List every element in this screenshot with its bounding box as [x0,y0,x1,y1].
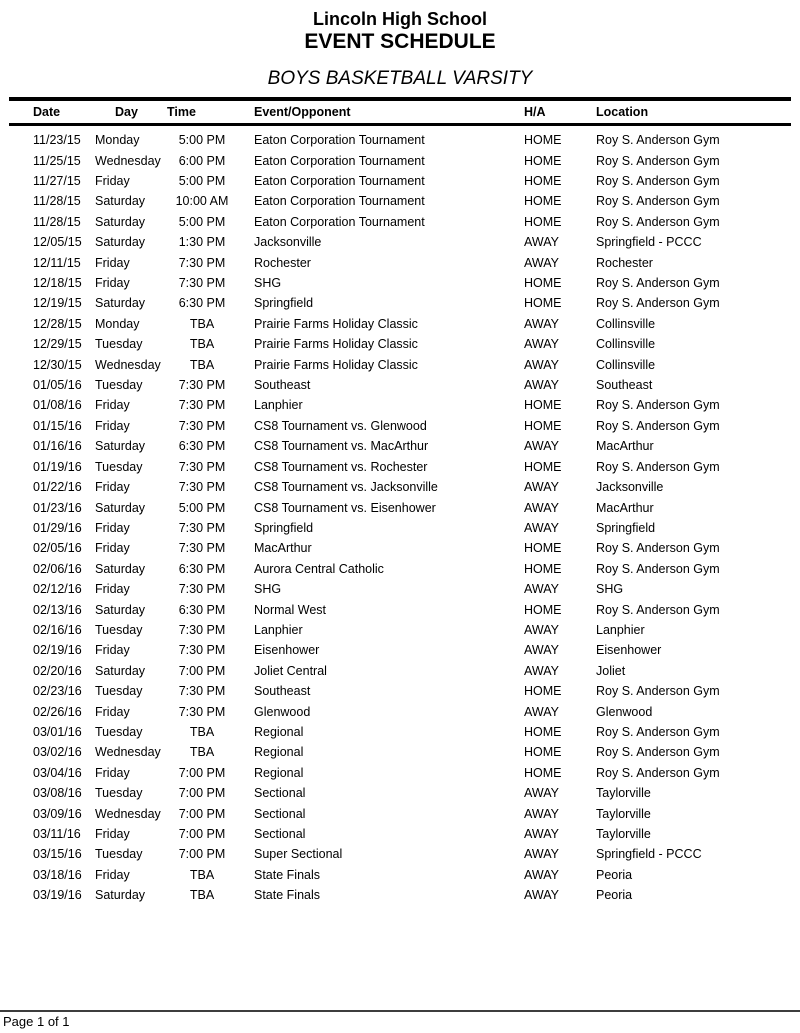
cell-day: Friday [95,643,130,658]
cell-day: Tuesday [95,684,143,699]
cell-home-away: AWAY [524,786,559,801]
cell-event-opponent: Sectional [254,786,306,801]
cell-date: 11/25/15 [33,153,81,168]
table-row [0,661,800,681]
cell-time: 7:00 PM [178,786,226,801]
cell-time: TBA [189,357,215,372]
cell-day: Friday [95,480,130,495]
table-row [0,701,800,721]
cell-date: 01/19/16 [33,459,82,474]
table-header-row [0,101,800,123]
cell-time: TBA [189,867,215,882]
cell-event-opponent: SHG [254,276,282,291]
cell-location: Roy S. Anderson Gym [596,398,720,413]
cell-home-away: AWAY [524,582,559,597]
cell-time: 7:30 PM [178,643,226,658]
cell-date: 12/30/15 [33,357,82,372]
cell-time: 7:30 PM [178,418,226,433]
cell-time: 6:30 PM [178,561,226,576]
cell-time: TBA [189,888,215,903]
cell-home-away: HOME [524,418,562,433]
cell-event-opponent: Eaton Corporation Tournament [254,174,425,189]
cell-event-opponent: CS8 Tournament vs. Rochester [254,459,428,474]
cell-location: Taylorville [596,786,651,801]
cell-date: 02/13/16 [33,602,82,617]
cell-home-away: AWAY [524,480,559,495]
table-row [0,457,800,477]
cell-date: 12/11/15 [33,255,81,270]
cell-date: 02/23/16 [33,684,82,699]
table-row [0,130,800,150]
cell-event-opponent: Regional [254,724,304,739]
cell-day: Tuesday [95,622,143,637]
cell-home-away: AWAY [524,888,559,903]
table-row [0,252,800,272]
cell-location: Roy S. Anderson Gym [596,133,720,148]
cell-location: MacArthur [596,500,654,515]
cell-date: 03/11/16 [33,827,81,842]
cell-date: 01/22/16 [33,480,82,495]
cell-location: Roy S. Anderson Gym [596,541,720,556]
cell-home-away: HOME [524,724,562,739]
cell-day: Monday [95,316,140,331]
cell-location: Southeast [596,378,653,393]
column-header-day: Day [115,105,138,119]
cell-day: Saturday [95,296,146,311]
cell-day: Tuesday [95,724,143,739]
cell-location: Roy S. Anderson Gym [596,276,720,291]
column-header-time: Time [167,105,196,119]
table-row [0,865,800,885]
cell-event-opponent: Sectional [254,827,306,842]
cell-home-away: HOME [524,276,562,291]
cell-time: 7:00 PM [178,806,226,821]
cell-time: 7:00 PM [178,663,226,678]
schedule-rows [0,130,800,905]
cell-location: Roy S. Anderson Gym [596,684,720,699]
cell-event-opponent: Eaton Corporation Tournament [254,153,425,168]
cell-event-opponent: CS8 Tournament vs. Eisenhower [254,500,436,515]
cell-home-away: AWAY [524,663,559,678]
table-row [0,579,800,599]
cell-date: 12/18/15 [33,276,82,291]
cell-day: Wednesday [95,745,161,760]
cell-date: 02/16/16 [33,622,82,637]
cell-home-away: AWAY [524,827,559,842]
cell-home-away: AWAY [524,500,559,515]
cell-date: 02/12/16 [33,582,82,597]
cell-location: Springfield [596,520,656,535]
cell-home-away: HOME [524,174,562,189]
cell-day: Saturday [95,439,146,454]
cell-event-opponent: Lanphier [254,398,303,413]
cell-date: 12/28/15 [33,316,82,331]
table-row [0,314,800,334]
cell-time: TBA [189,724,215,739]
table-row [0,681,800,701]
cell-date: 03/09/16 [33,806,82,821]
cell-time: 1:30 PM [178,235,226,250]
cell-event-opponent: Eisenhower [254,643,320,658]
cell-event-opponent: CS8 Tournament vs. Jacksonville [254,480,438,495]
table-row [0,375,800,395]
cell-time: 7:30 PM [178,704,226,719]
table-row [0,334,800,354]
cell-time: TBA [189,745,215,760]
cell-day: Friday [95,174,130,189]
cell-event-opponent: Sectional [254,806,306,821]
cell-home-away: HOME [524,214,562,229]
cell-location: Roy S. Anderson Gym [596,724,720,739]
cell-date: 02/19/16 [33,643,82,658]
cell-time: 7:30 PM [178,378,226,393]
cell-home-away: HOME [524,745,562,760]
cell-day: Saturday [95,602,146,617]
cell-time: 7:30 PM [178,622,226,637]
cell-day: Friday [95,520,130,535]
cell-time: 7:30 PM [178,255,226,270]
table-row [0,803,800,823]
cell-event-opponent: MacArthur [254,541,312,556]
cell-day: Wednesday [95,806,161,821]
cell-date: 02/06/16 [33,561,82,576]
cell-event-opponent: Joliet Central [254,663,327,678]
cell-event-opponent: CS8 Tournament vs. MacArthur [254,439,429,454]
team-subtitle: BOYS BASKETBALL VARSITY [267,68,533,89]
column-header-event-opponent: Event/Opponent [254,105,351,119]
cell-date: 12/29/15 [33,337,82,352]
cell-day: Tuesday [95,847,143,862]
cell-event-opponent: Prairie Farms Holiday Classic [254,337,418,352]
cell-date: 03/02/16 [33,745,82,760]
cell-day: Wednesday [95,153,161,168]
cell-event-opponent: Prairie Farms Holiday Classic [254,357,418,372]
column-header-location: Location [596,105,649,119]
cell-event-opponent: Super Sectional [254,847,343,862]
cell-home-away: AWAY [524,378,559,393]
cell-location: Roy S. Anderson Gym [596,459,720,474]
table-header-bottom-rule [9,123,791,126]
cell-location: Rochester [596,255,653,270]
cell-location: Roy S. Anderson Gym [596,561,720,576]
cell-location: Collinsville [596,316,656,331]
column-header-home-away: H/A [524,105,546,119]
cell-home-away: AWAY [524,704,559,719]
cell-day: Friday [95,582,130,597]
cell-location: Collinsville [596,337,656,352]
cell-time: 7:30 PM [178,276,226,291]
cell-day: Saturday [95,561,146,576]
cell-time: 7:30 PM [178,398,226,413]
cell-location: Joliet [596,663,626,678]
cell-time: TBA [189,316,215,331]
cell-day: Friday [95,398,130,413]
cell-home-away: AWAY [524,316,559,331]
cell-date: 01/23/16 [33,500,82,515]
cell-event-opponent: State Finals [254,888,321,903]
cell-day: Saturday [95,194,146,209]
cell-day: Friday [95,827,130,842]
cell-day: Saturday [95,888,146,903]
table-row [0,232,800,252]
cell-event-opponent: Aurora Central Catholic [254,561,384,576]
cell-date: 03/04/16 [33,765,82,780]
cell-location: Peoria [596,888,633,903]
cell-time: 7:00 PM [178,827,226,842]
cell-location: Jacksonville [596,480,664,495]
cell-time: TBA [189,337,215,352]
cell-day: Saturday [95,214,146,229]
cell-event-opponent: Eaton Corporation Tournament [254,194,425,209]
cell-location: Roy S. Anderson Gym [596,214,720,229]
cell-location: MacArthur [596,439,654,454]
table-row [0,559,800,579]
cell-location: Peoria [596,867,633,882]
cell-time: 5:00 PM [178,214,226,229]
cell-time: 7:30 PM [178,480,226,495]
cell-location: Springfield - PCCC [596,235,702,250]
cell-day: Saturday [95,500,146,515]
cell-time: 6:30 PM [178,602,226,617]
cell-time: 5:00 PM [178,133,226,148]
cell-location: Springfield - PCCC [596,847,702,862]
cell-event-opponent: Prairie Farms Holiday Classic [254,316,418,331]
table-row [0,620,800,640]
cell-date: 11/27/15 [33,174,81,189]
table-row [0,844,800,864]
table-row [0,171,800,191]
cell-day: Tuesday [95,337,143,352]
cell-location: Roy S. Anderson Gym [596,194,720,209]
cell-home-away: HOME [524,684,562,699]
cell-location: Roy S. Anderson Gym [596,296,720,311]
document-header [0,0,800,90]
cell-date: 12/19/15 [33,296,82,311]
table-row [0,599,800,619]
table-row [0,150,800,170]
table-row [0,354,800,374]
cell-date: 01/08/16 [33,398,82,413]
cell-time: 7:30 PM [178,459,226,474]
school-name: Lincoln High School [313,9,487,29]
cell-date: 01/15/16 [33,418,82,433]
table-row [0,191,800,211]
cell-time: 7:00 PM [178,847,226,862]
table-row [0,273,800,293]
cell-event-opponent: Springfield [254,520,314,535]
cell-date: 03/18/16 [33,867,82,882]
cell-event-opponent: Regional [254,765,304,780]
cell-home-away: AWAY [524,337,559,352]
cell-date: 03/08/16 [33,786,82,801]
table-row [0,436,800,456]
cell-home-away: HOME [524,765,562,780]
cell-home-away: AWAY [524,439,559,454]
cell-day: Wednesday [95,357,161,372]
cell-location: SHG [596,582,624,597]
table-row [0,783,800,803]
cell-date: 02/26/16 [33,704,82,719]
cell-time: 7:30 PM [178,541,226,556]
cell-event-opponent: Springfield [254,296,314,311]
cell-home-away: AWAY [524,867,559,882]
cell-event-opponent: Eaton Corporation Tournament [254,133,425,148]
cell-time: 7:30 PM [178,582,226,597]
cell-time: 6:00 PM [178,153,226,168]
cell-home-away: AWAY [524,520,559,535]
cell-event-opponent: CS8 Tournament vs. Glenwood [254,418,427,433]
cell-day: Saturday [95,663,146,678]
cell-home-away: HOME [524,541,562,556]
cell-time: 6:30 PM [178,439,226,454]
cell-date: 03/01/16 [33,724,82,739]
table-row [0,763,800,783]
cell-home-away: HOME [524,459,562,474]
cell-home-away: HOME [524,153,562,168]
cell-location: Roy S. Anderson Gym [596,602,720,617]
cell-day: Friday [95,867,130,882]
cell-day: Friday [95,541,130,556]
table-row [0,518,800,538]
cell-event-opponent: Southeast [254,684,311,699]
cell-home-away: HOME [524,602,562,617]
cell-event-opponent: State Finals [254,867,321,882]
cell-time: 5:00 PM [178,174,226,189]
table-row [0,538,800,558]
table-row [0,477,800,497]
cell-day: Friday [95,704,130,719]
cell-location: Eisenhower [596,643,662,658]
cell-location: Roy S. Anderson Gym [596,174,720,189]
cell-day: Friday [95,765,130,780]
cell-home-away: AWAY [524,847,559,862]
cell-day: Tuesday [95,786,143,801]
cell-location: Roy S. Anderson Gym [596,765,720,780]
document-title: EVENT SCHEDULE [304,30,496,53]
cell-home-away: AWAY [524,622,559,637]
cell-home-away: AWAY [524,357,559,372]
cell-location: Taylorville [596,827,651,842]
table-row [0,885,800,905]
cell-event-opponent: Glenwood [254,704,311,719]
cell-date: 11/23/15 [33,133,81,148]
cell-time: 5:00 PM [178,500,226,515]
cell-date: 11/28/15 [33,194,81,209]
cell-time: 6:30 PM [178,296,226,311]
cell-date: 01/05/16 [33,378,82,393]
column-header-date: Date [33,105,61,119]
cell-home-away: AWAY [524,235,559,250]
cell-time: 7:00 PM [178,765,226,780]
cell-day: Tuesday [95,378,143,393]
cell-home-away: HOME [524,398,562,413]
cell-event-opponent: Jacksonville [254,235,322,250]
cell-event-opponent: SHG [254,582,282,597]
cell-date: 01/16/16 [33,439,82,454]
cell-date: 03/15/16 [33,847,82,862]
cell-time: 7:30 PM [178,520,226,535]
cell-home-away: HOME [524,194,562,209]
table-row [0,212,800,232]
cell-location: Roy S. Anderson Gym [596,745,720,760]
cell-event-opponent: Eaton Corporation Tournament [254,214,425,229]
table-row [0,742,800,762]
cell-day: Friday [95,418,130,433]
table-row [0,824,800,844]
cell-location: Taylorville [596,806,651,821]
cell-home-away: HOME [524,561,562,576]
cell-home-away: AWAY [524,643,559,658]
cell-day: Friday [95,276,130,291]
cell-date: 02/05/16 [33,541,82,556]
cell-date: 01/29/16 [33,520,82,535]
table-row [0,722,800,742]
cell-event-opponent: Regional [254,745,304,760]
cell-time: 7:30 PM [178,684,226,699]
cell-home-away: HOME [524,133,562,148]
cell-location: Collinsville [596,357,656,372]
cell-event-opponent: Normal West [254,602,327,617]
cell-day: Monday [95,133,140,148]
table-row [0,293,800,313]
table-row [0,416,800,436]
cell-home-away: AWAY [524,255,559,270]
cell-home-away: AWAY [524,806,559,821]
cell-event-opponent: Rochester [254,255,311,270]
cell-date: 11/28/15 [33,214,81,229]
cell-event-opponent: Southeast [254,378,311,393]
cell-date: 02/20/16 [33,663,82,678]
cell-day: Saturday [95,235,146,250]
cell-location: Lanphier [596,622,645,637]
table-row [0,640,800,660]
cell-event-opponent: Lanphier [254,622,303,637]
cell-day: Tuesday [95,459,143,474]
table-row [0,497,800,517]
cell-date: 03/19/16 [33,888,82,903]
cell-time: 10:00 AM [175,194,229,209]
cell-location: Roy S. Anderson Gym [596,418,720,433]
document-footer [0,1010,800,1029]
table-row [0,395,800,415]
page-number: Page 1 of 1 [3,1014,70,1029]
cell-day: Friday [95,255,130,270]
cell-home-away: HOME [524,296,562,311]
cell-location: Glenwood [596,704,653,719]
cell-location: Roy S. Anderson Gym [596,153,720,168]
cell-date: 12/05/15 [33,235,82,250]
